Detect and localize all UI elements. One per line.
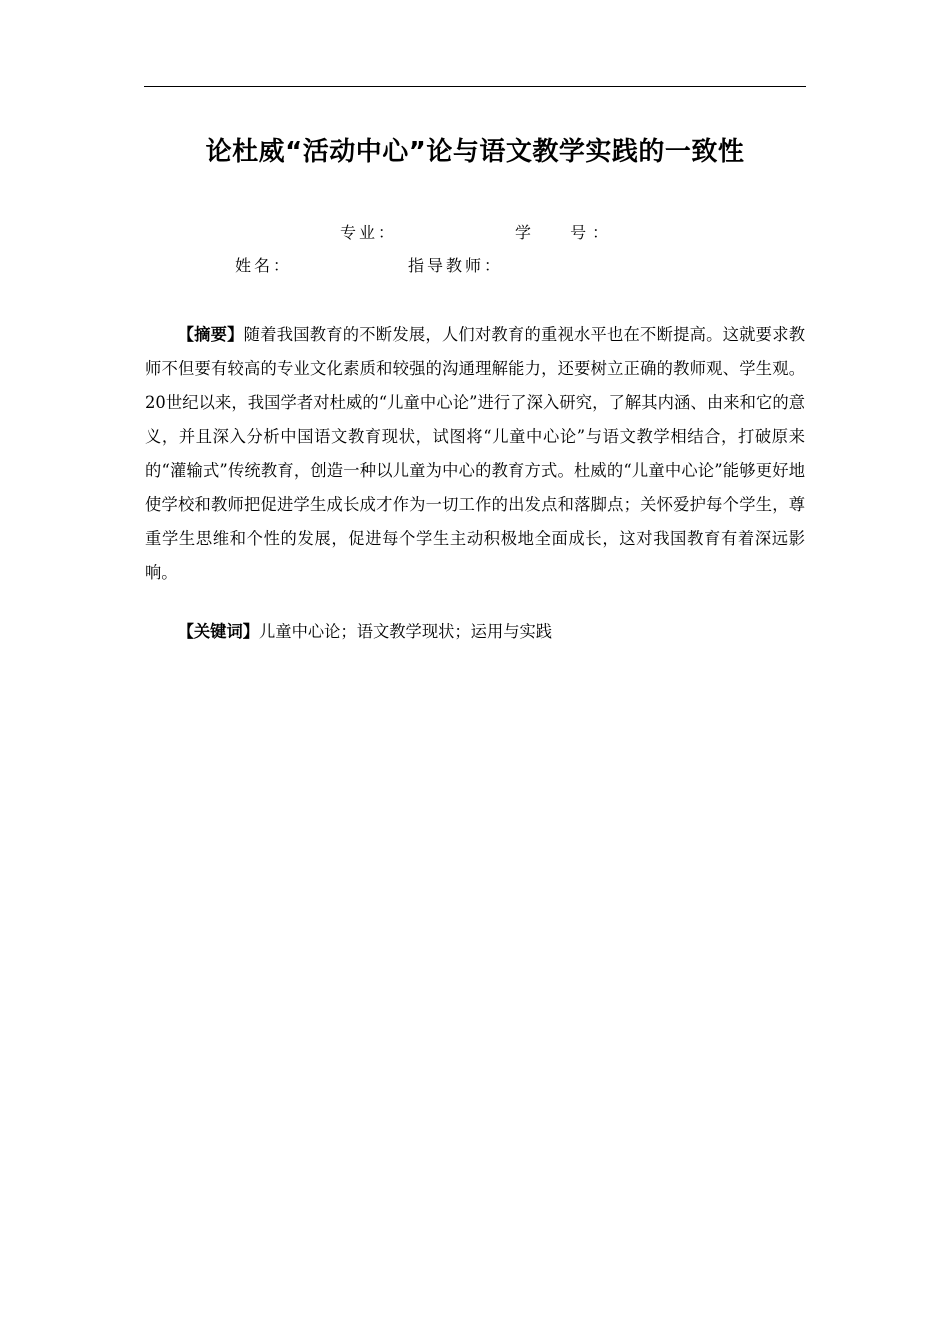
keywords-paragraph — [145, 620, 805, 644]
abstract-text: 随着我国教育的不断发展，人们对教育的重视水平也在不断提高。这就要求教师不但要有较高的专业文化素质和较强的沟通理解能力，还要树立正确的教师观、学生观。20世纪以来，我国学者对杜威的“儿童中心论”进行了深入研究，了解其内涵、由来和它的意义，并且深入分析中国语文教育现状，试图将“儿童中心论”与语文教学相结合，打破原来的“灌输式”传统教育，创造一种以儿童为中心的教育方式。杜威的“儿童中心论”能够更好地使学校和教师把促进学生成长成才作为一切工作的出发点和落脚点；关怀爱护每个学生，尊重学生思维和个性的发展，促进每个学生主动积极地全面成长，这对我国教育有着深远影响。 — [145, 325, 805, 582]
keywords-tag: 【关键词】 — [177, 622, 260, 641]
name-label — [235, 256, 292, 276]
abstract-paragraph — [145, 318, 805, 590]
advisor-label — [408, 256, 503, 276]
page-title: 论杜威“活动中心”论与语文教学实践的一致性 — [205, 137, 745, 167]
name-label-text: 姓名： — [235, 256, 293, 275]
keywords-text: 儿童中心论；语文教学现状；运用与实践 — [259, 622, 553, 641]
header-rule — [144, 86, 806, 87]
student-id-label-text: 学 号： — [515, 223, 615, 242]
advisor-label-text: 指导教师： — [408, 256, 504, 275]
major-label-text: 专业： — [340, 223, 398, 242]
major-label — [340, 223, 397, 243]
student-id-label — [515, 223, 614, 243]
abstract-tag: 【摘要】 — [177, 325, 244, 344]
